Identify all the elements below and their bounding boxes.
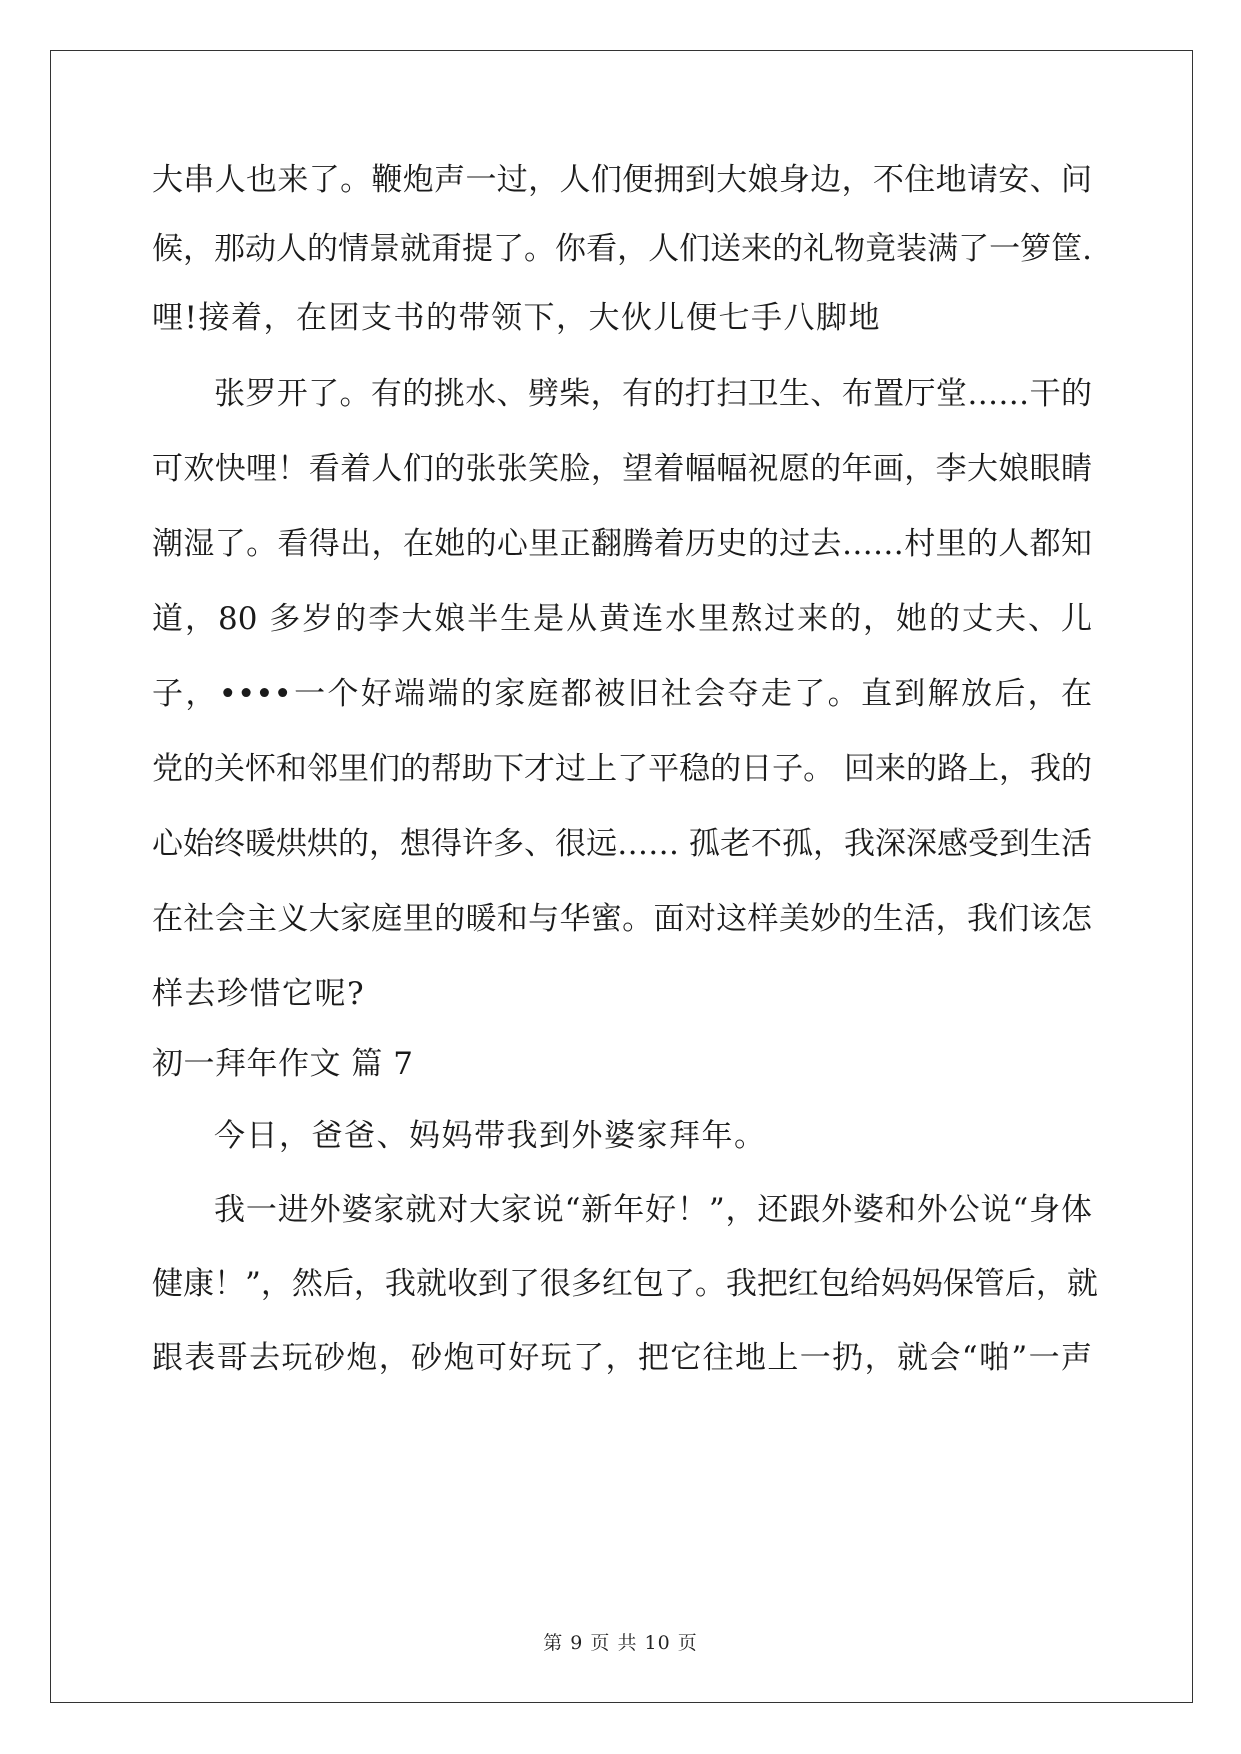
paragraph-line: 我一进外婆家就对大家说“新年好！”，还跟外婆和外公说“身体: [214, 1192, 1092, 1228]
paragraph-line: 心始终暖烘烘的，想得许多、很远…… 孤老不孤，我深深感受到生活: [152, 826, 1092, 862]
section-heading: 初一拜年作文 篇 7: [152, 1046, 414, 1082]
paragraph-line: 道，80 多岁的李大娘半生是从黄连水里熬过来的，她的丈夫、儿: [152, 601, 1092, 637]
paragraph-line: 可欢快哩！看着人们的张张笑脸，望着幅幅祝愿的年画，李大娘眼睛: [152, 451, 1092, 487]
paragraph-line: 候，那动人的情景就甭提了。你看，人们送来的礼物竟装满了一箩筐.: [152, 231, 1092, 267]
paragraph-line: 哩!接着，在团支书的带领下，大伙儿便七手八脚地: [152, 300, 881, 336]
paragraph-line: 大串人也来了。鞭炮声一过，人们便拥到大娘身边，不住地请安、问: [152, 162, 1092, 198]
paragraph-line: 党的关怀和邻里们的帮助下才过上了平稳的日子。 回来的路上，我的: [152, 751, 1092, 787]
page-number-footer: 第 9 页 共 10 页: [543, 1632, 698, 1654]
paragraph-line: 潮湿了。看得出，在她的心里正翻腾着历史的过去……村里的人都知: [152, 526, 1092, 562]
paragraph-line: 样去珍惜它呢?: [152, 976, 366, 1012]
paragraph-line: 张罗开了。有的挑水、劈柴，有的打扫卫生、布置厅堂……干的: [214, 376, 1092, 412]
paragraph-line: 今日，爸爸、妈妈带我到外婆家拜年。: [214, 1118, 767, 1154]
paragraph-line: 健康！”，然后，我就收到了很多红包了。我把红包给妈妈保管后，就: [152, 1266, 1098, 1302]
paragraph-line: 子，••••一个好端端的家庭都被旧社会夺走了。直到解放后，在: [152, 676, 1092, 712]
paragraph-line: 跟表哥去玩砂炮，砂炮可好玩了，把它往地上一扔，就会“啪”一声: [152, 1340, 1092, 1376]
paragraph-line: 在社会主义大家庭里的暖和与华蜜。面对这样美妙的生活，我们该怎: [152, 901, 1092, 937]
